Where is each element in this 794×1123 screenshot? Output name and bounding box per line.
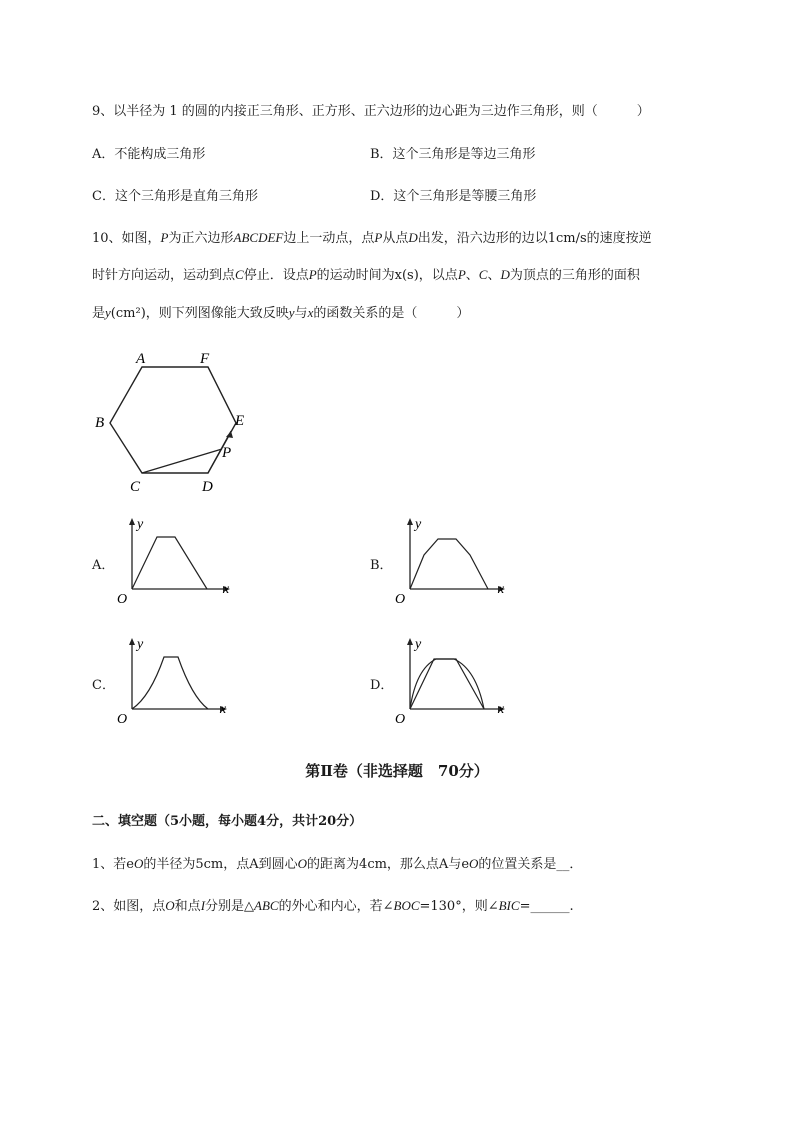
y-label: y bbox=[137, 517, 144, 532]
y-arrow-icon bbox=[129, 518, 135, 525]
y-arrow-icon bbox=[407, 638, 413, 645]
vertex-b-label: B bbox=[95, 415, 105, 431]
curve bbox=[132, 657, 208, 709]
point-p-label: P bbox=[222, 445, 232, 461]
y-label: y bbox=[415, 637, 422, 652]
vertex-d-label: D bbox=[202, 479, 213, 495]
q9-option-c[interactable]: C．这个三角形是直角三角形 bbox=[92, 189, 258, 204]
vertex-a-label: A bbox=[136, 351, 146, 367]
x-label: x bbox=[223, 582, 230, 597]
curve bbox=[132, 537, 207, 589]
graph-option-a-label[interactable]: A． bbox=[92, 558, 115, 573]
y-label: y bbox=[137, 637, 144, 652]
section-heading: 二、填空题（5小题，每小题4分，共计20分） bbox=[92, 814, 363, 829]
origin-label: O bbox=[395, 712, 406, 725]
graph-a[interactable] bbox=[112, 515, 242, 605]
vertex-c-label: C bbox=[130, 479, 141, 495]
y-label: y bbox=[415, 517, 422, 532]
q10-stem-line3: 是y(cm²)，则下列图像能大致反映y与x的函数关系的是（ ） bbox=[92, 305, 470, 321]
curve bbox=[410, 539, 488, 589]
origin-label: O bbox=[117, 592, 128, 605]
graph-b[interactable] bbox=[390, 515, 520, 605]
x-label: x bbox=[220, 702, 227, 717]
q10-stem-line2: 时针方向运动，运动到点C停止．设点P的运动时间为x(s)，以点P、C、D为顶点的三角形的面积 bbox=[92, 267, 640, 283]
part2-title: 第Ⅱ卷（非选择题 70分） bbox=[305, 762, 489, 780]
graph-c[interactable] bbox=[112, 635, 242, 725]
y-arrow-icon bbox=[407, 518, 413, 525]
vertex-e-label: E bbox=[235, 413, 245, 429]
graph-option-c-label[interactable]: C． bbox=[92, 678, 115, 693]
arrow-head-icon bbox=[226, 431, 233, 438]
fill-question-1: 1、若eO的半径为5cm，点A到圆心O的距离为4cm，那么点A与eO的位置关系是__． bbox=[92, 856, 583, 872]
graph-d[interactable] bbox=[390, 635, 520, 725]
x-label: x bbox=[498, 582, 505, 597]
q9-option-a[interactable]: A．不能构成三角形 bbox=[92, 147, 206, 162]
curve-polyline bbox=[410, 659, 484, 709]
y-arrow-icon bbox=[129, 638, 135, 645]
vertex-f-label: F bbox=[200, 351, 210, 367]
q9-option-d[interactable]: D．这个三角形是等腰三角形 bbox=[370, 189, 537, 204]
hexagon-figure bbox=[90, 345, 260, 495]
fill-question-2: 2、如图，点O和点I分别是△ABC的外心和内心，若∠BOC=130°，则∠BIC=______. bbox=[92, 898, 574, 914]
curve-smooth bbox=[410, 659, 484, 709]
origin-label: O bbox=[117, 712, 128, 725]
q10-stem-line1: 10、如图，P为正六边形ABCDEF边上一动点，点P从点D出发，沿六边形的边以1cm/s的速度按逆 bbox=[92, 230, 652, 246]
q9-option-b[interactable]: B．这个三角形是等边三角形 bbox=[370, 147, 536, 162]
x-label: x bbox=[498, 702, 505, 717]
graph-option-d-label[interactable]: D． bbox=[370, 678, 394, 693]
origin-label: O bbox=[395, 592, 406, 605]
q9-stem: 9、以半径为 1 的圆的内接正三角形、正方形、正六边形的边心距为三边作三角形，则（ ） bbox=[92, 104, 650, 119]
graph-option-b-label[interactable]: B． bbox=[370, 558, 393, 573]
